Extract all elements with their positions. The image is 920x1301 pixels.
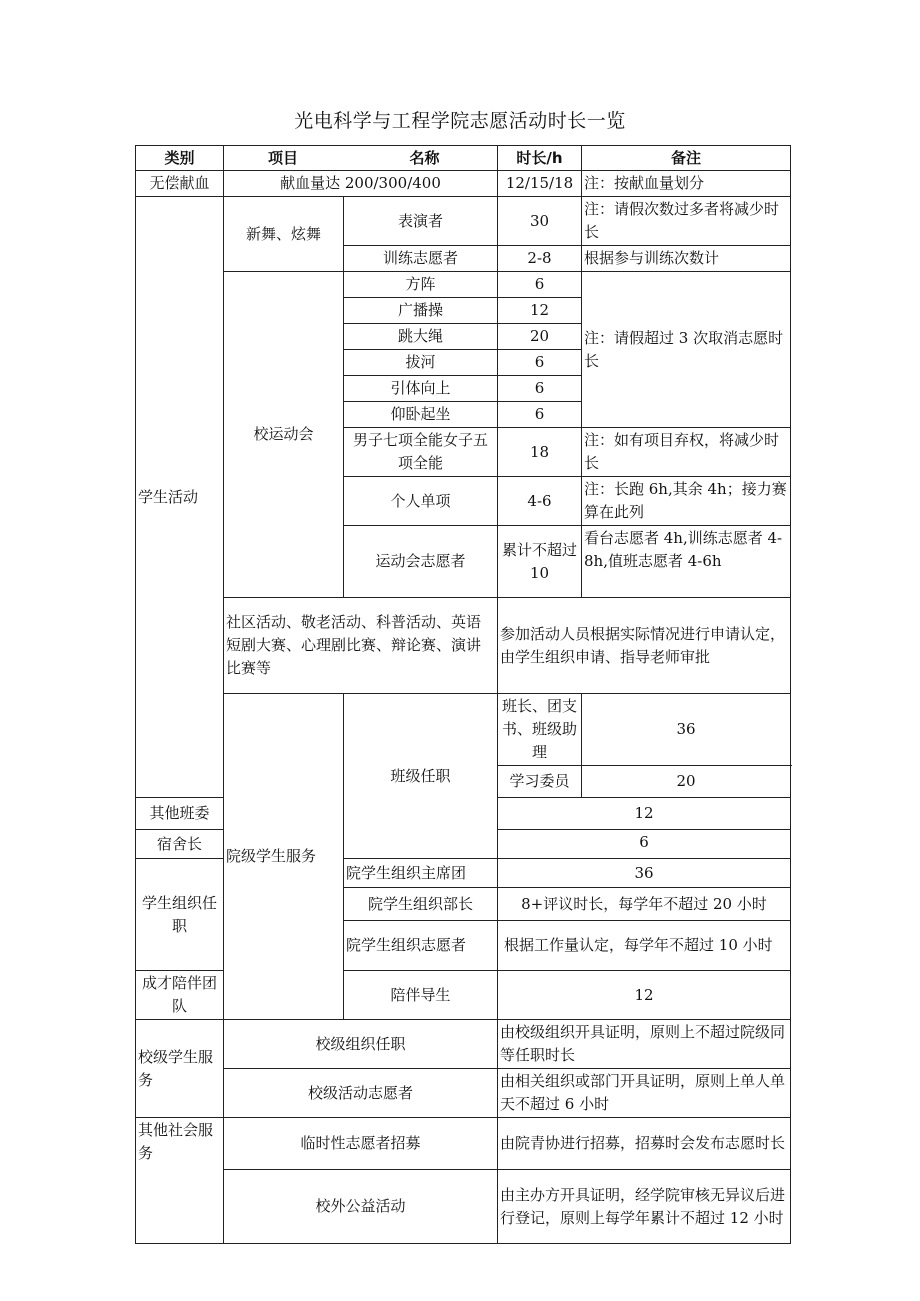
- class-role-hours: 12: [498, 798, 791, 830]
- class-item: 班级任职: [344, 694, 498, 859]
- blood-hours: 12/15/18: [498, 171, 582, 197]
- header-item: 项目: [224, 146, 344, 171]
- dance-trainer-hours: 2-8: [498, 246, 582, 272]
- mentor-item: 成才陪伴团队: [136, 971, 224, 1020]
- category-school-service: 校级学生服务: [136, 1020, 224, 1118]
- class-role-hours: 36: [582, 694, 791, 766]
- sports-volunteer-name: 运动会志愿者: [344, 526, 498, 598]
- school-org-note: 由校级组织开具证明，原则上不超过院级同等任职时长: [498, 1020, 791, 1069]
- dance-trainer-name: 训练志愿者: [344, 246, 498, 272]
- school-volunteer-name: 校级活动志愿者: [224, 1069, 498, 1118]
- header-hours: 时长/h: [498, 146, 582, 171]
- sports-event-hours: 6: [498, 402, 582, 428]
- sports-individual-hours: 4-6: [498, 477, 582, 526]
- sports-volunteer-note: 看台志愿者 4h,训练志愿者 4-8h,值班志愿者 4-6h: [582, 526, 791, 598]
- table-row: [136, 1118, 791, 1170]
- class-role-name: 其他班委: [136, 798, 224, 830]
- category-college-service: 院级学生服务: [224, 694, 344, 1020]
- community-name: 社区活动、敬老活动、科普活动、英语短剧大赛、心理剧比赛、辩论赛、演讲比赛等: [224, 598, 498, 694]
- school-volunteer-note: 由相关组织或部门开具证明，原则上单人单天不超过 6 小时: [498, 1069, 791, 1118]
- header-name: 名称: [344, 146, 498, 171]
- temp-volunteer-name: 临时性志愿者招募: [224, 1118, 498, 1170]
- category-student-activity: 学生活动: [136, 197, 224, 798]
- sports-events-note: 注：请假超过 3 次取消志愿时长: [582, 272, 791, 428]
- org-role-hours: 根据工作量认定，每学年不超过 10 小时: [498, 921, 791, 971]
- class-role-name: 宿舍长: [136, 830, 224, 859]
- class-role-hours: 20: [582, 766, 791, 798]
- sports-volunteer-hours: 累计不超过 10: [498, 526, 582, 598]
- org-role-hours: 8+评议时长，每学年不超过 20 小时: [498, 888, 791, 921]
- org-role-name: 院学生组织主席团: [344, 859, 498, 888]
- public-welfare-note: 由主办方开具证明，经学院审核无异议后进行登记，原则上每学年累计不超过 12 小时: [498, 1170, 791, 1244]
- public-welfare-name: 校外公益活动: [224, 1170, 498, 1244]
- sports-event-hours: 20: [498, 324, 582, 350]
- org-role-hours: 36: [498, 859, 791, 888]
- blood-note: 注：按献血量划分: [582, 171, 791, 197]
- header-category: 类别: [136, 146, 224, 171]
- sports-event-hours: 6: [498, 272, 582, 298]
- class-role-hours: 6: [498, 830, 791, 859]
- document-title: 光电科学与工程学院志愿活动时长一览: [294, 110, 626, 132]
- category-other-service: 其他社会服务: [136, 1118, 224, 1244]
- category-blood: 无偿献血: [136, 171, 224, 197]
- sports-item: 校运动会: [224, 272, 344, 598]
- sports-event-name: 方阵: [344, 272, 498, 298]
- sports-individual-note: 注：长跑 6h,其余 4h；接力赛算在此列: [582, 477, 791, 526]
- table-header-row: [136, 146, 791, 171]
- sports-combined-note: 注：如有项目弃权，将减少时长: [582, 428, 791, 477]
- table-row: [136, 171, 791, 197]
- sports-event-name: 仰卧起坐: [344, 402, 498, 428]
- table-row: [136, 598, 791, 694]
- temp-volunteer-note: 由院青协进行招募，招募时会发布志愿时长: [498, 1118, 791, 1170]
- sports-combined-hours: 18: [498, 428, 582, 477]
- table-row: [136, 694, 791, 766]
- class-role-name: 班长、团支书、班级助理: [498, 694, 582, 766]
- dance-performer-name: 表演者: [344, 197, 498, 246]
- org-role-name: 院学生组织志愿者: [344, 921, 498, 971]
- header-note: 备注: [582, 146, 791, 171]
- community-note: 参加活动人员根据实际情况进行申请认定，由学生组织申请、指导老师审批: [498, 598, 791, 694]
- dance-performer-hours: 30: [498, 197, 582, 246]
- sports-event-name: 引体向上: [344, 376, 498, 402]
- sports-event-name: 跳大绳: [344, 324, 498, 350]
- sports-event-hours: 12: [498, 298, 582, 324]
- table-row: [136, 197, 791, 246]
- blood-name: 献血量达 200/300/400: [224, 171, 498, 197]
- sports-individual-name: 个人单项: [344, 477, 498, 526]
- table-row: [136, 1170, 791, 1244]
- org-item: 学生组织任职: [136, 859, 224, 971]
- dance-item: 新舞、炫舞: [224, 197, 344, 272]
- school-org-name: 校级组织任职: [224, 1020, 498, 1069]
- volunteer-hours-table: [135, 145, 791, 1244]
- mentor-name: 陪伴导生: [344, 971, 498, 1020]
- org-role-name: 院学生组织部长: [344, 888, 498, 921]
- sports-event-hours: 6: [498, 350, 582, 376]
- sports-event-hours: 6: [498, 376, 582, 402]
- dance-performer-note: 注：请假次数过多者将减少时长: [582, 197, 791, 246]
- class-role-name: 学习委员: [498, 766, 582, 798]
- dance-trainer-note: 根据参与训练次数计: [582, 246, 791, 272]
- table-row: [136, 1069, 791, 1118]
- sports-combined-name: 男子七项全能女子五项全能: [344, 428, 498, 477]
- mentor-hours: 12: [498, 971, 791, 1020]
- sports-event-name: 广播操: [344, 298, 498, 324]
- table-row: [136, 272, 791, 298]
- sports-event-name: 拔河: [344, 350, 498, 376]
- table-row: [136, 1020, 791, 1069]
